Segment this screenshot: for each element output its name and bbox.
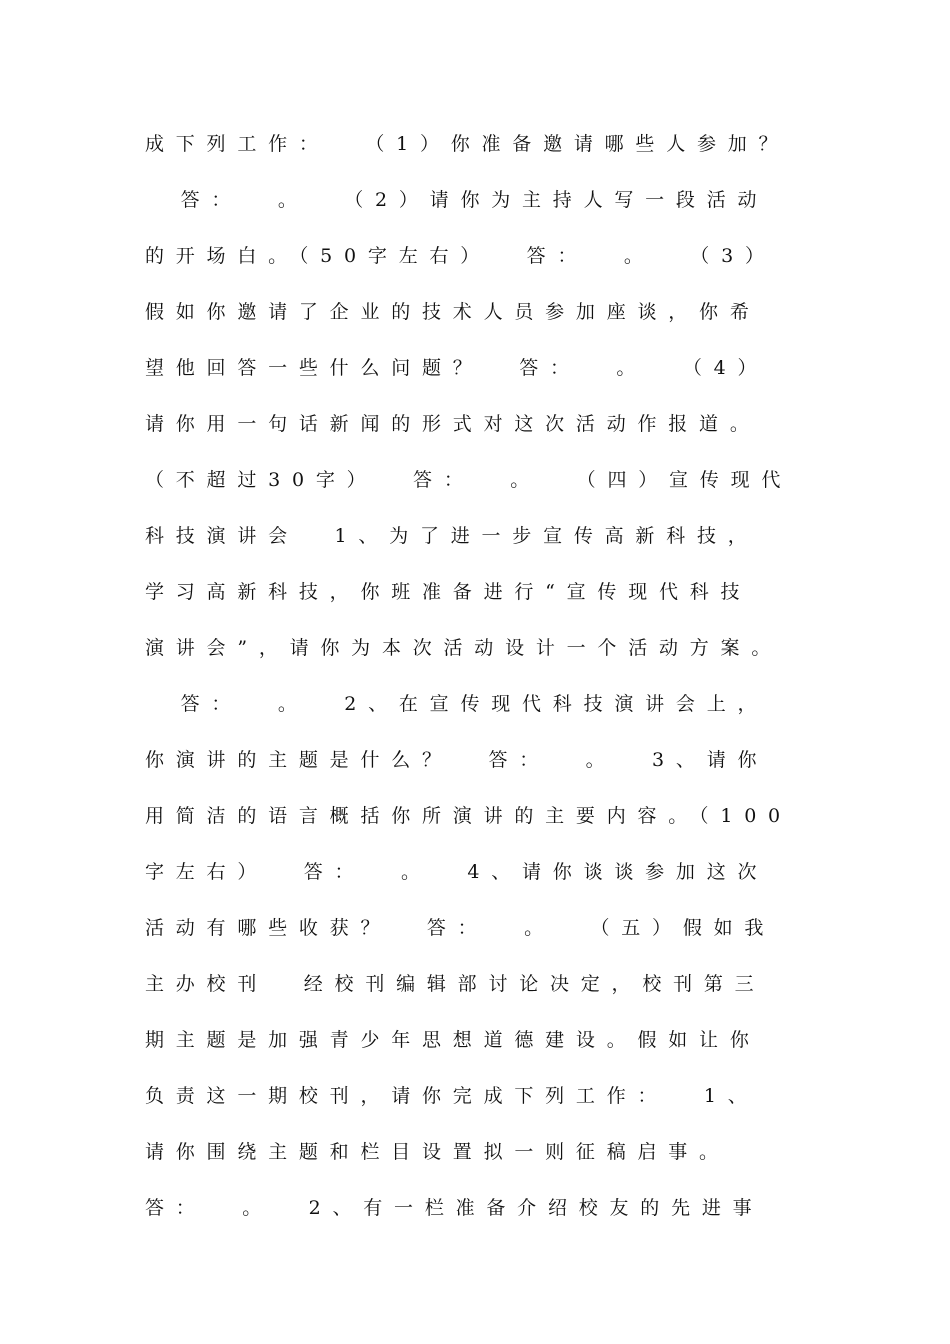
text-line: 答： 。 （2）请你为主持人写一段活动 <box>145 189 769 211</box>
text-line: 请你围绕主题和栏目设置拟一则征稿启事。 <box>145 1141 730 1163</box>
text-line: 负责这一期校刊，请你完成下列工作： 1、 <box>145 1085 759 1107</box>
text-line: 请你用一句话新闻的形式对这次活动作报道。 <box>145 413 761 435</box>
text-line: 你演讲的主题是什么？ 答： 。 3、请你 <box>145 749 769 771</box>
text-line: 学习高新科技，你班准备进行“宣传现代科技 <box>145 581 752 603</box>
text-line: 成下列工作： （1）你准备邀请哪些人参加？ <box>145 133 790 155</box>
text-line: 主办校刊 经校刊编辑部讨论决定，校刊第三 <box>145 973 766 995</box>
text-line: 字左右） 答： 。 4、请你谈谈参加这次 <box>145 861 769 883</box>
text-line: （不超过30字） 答： 。 （四）宣传现代 <box>145 469 793 491</box>
text-line: 期主题是加强青少年思想道德建设。假如让你 <box>145 1029 761 1051</box>
text-line: 的开场白。（50字左右） 答： 。 （3） <box>145 245 776 267</box>
text-line: 科技演讲会 1、为了进一步宣传高新科技， <box>145 525 759 547</box>
text-line: 活动有哪些收获？ 答： 。 （五）假如我 <box>145 917 776 939</box>
text-line: 答： 。 2、有一栏准备介绍校友的先进事 <box>145 1197 764 1219</box>
text-line: 答： 。 2、在宣传现代科技演讲会上， <box>145 693 769 715</box>
text-line: 演讲会”，请你为本次活动设计一个活动方案。 <box>145 637 783 659</box>
text-line: 望他回答一些什么问题？ 答： 。 （4） <box>145 357 769 379</box>
body-text <box>145 126 835 1246</box>
text-line: 假如你邀请了企业的技术人员参加座谈，你希 <box>145 301 761 323</box>
text-line: 用简洁的语言概括你所演讲的主要内容。（100 <box>145 805 792 827</box>
